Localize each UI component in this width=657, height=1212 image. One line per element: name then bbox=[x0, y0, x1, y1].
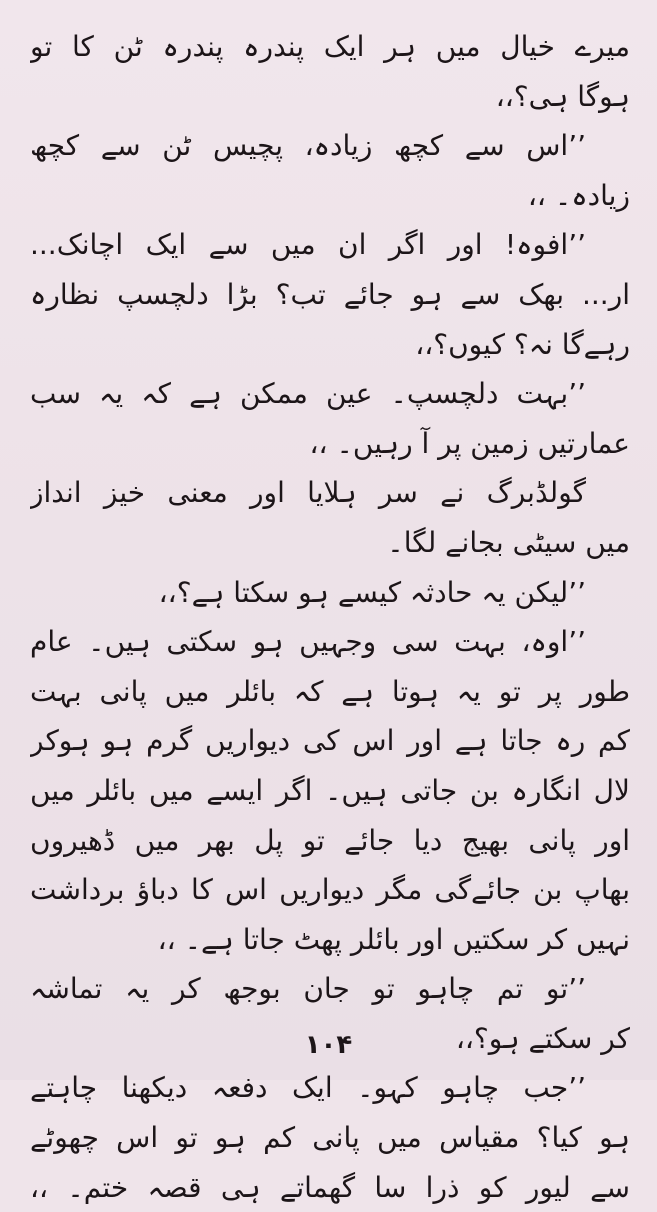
text-line: ’’اس سے کچھ زیادہ، پچیس ٹن سے کچھ bbox=[30, 129, 586, 163]
text-line: میں سیٹی بجانے لگا۔ bbox=[387, 525, 630, 559]
text-line: ’’لیکن یہ حادثہ کیسے ہو سکتا ہے؟،، bbox=[158, 575, 586, 609]
text-line: ’’بہت دلچسپ۔ عین ممکن ہے کہ یہ سب bbox=[30, 377, 586, 411]
text-line: ’’اوہ، بہت سی وجہیں ہو سکتی ہیں۔ عام bbox=[30, 625, 586, 659]
text-line: بھاپ بن جائےگی مگر دیواریں اس کا دباؤ برداشت bbox=[30, 873, 630, 907]
text-line: سے لیور کو ذرا سا گھماتے ہی قصہ ختم۔ ،، bbox=[30, 1170, 630, 1204]
text-line: رہےگا نہ؟ کیوں؟،، bbox=[415, 327, 630, 361]
text-line: طور پر تو یہ ہوتا ہے کہ بائلر میں پانی بہت bbox=[30, 674, 630, 708]
text-line: ہوگا ہی؟،، bbox=[495, 79, 630, 113]
text-line: ’’افوہ! اور اگر ان میں سے ایک اچانک... bbox=[30, 228, 586, 262]
page-number: ۱۰۴ bbox=[304, 1030, 353, 1060]
text-line: ہو کیا؟ مقیاس میں پانی کم ہو تو اس چھوٹے bbox=[30, 1121, 630, 1155]
text-line: ’’جب چاہو کہو۔ ایک دفعہ دیکھنا چاہتے bbox=[30, 1071, 586, 1105]
text-line: ار... بھک سے ہو جائے تب؟ بڑا دلچسپ نظارہ bbox=[30, 277, 630, 311]
text-line: ’’تو تم چاہو تو جان بوجھ کر یہ تماشہ bbox=[30, 972, 586, 1006]
text-line: زیادہ۔ ،، bbox=[527, 178, 630, 212]
text-line: اور پانی بھیج دیا جائے تو پل بھر میں ڈھیروں bbox=[30, 823, 630, 857]
text-line: میرے خیال میں ہر ایک پندرہ پندرہ ٹن کا تو bbox=[30, 30, 630, 63]
text-line: گولڈبرگ نے سر ہلایا اور معنی خیز انداز bbox=[30, 476, 586, 510]
text-line: کر سکتے ہو؟،، bbox=[455, 1021, 630, 1055]
text-line: نہیں کر سکتیں اور بائلر پھٹ جاتا ہے۔ ،، bbox=[157, 922, 630, 956]
text-line: لال انگارہ بن جاتی ہیں۔ اگر ایسے میں بائلر میں bbox=[30, 773, 630, 807]
text-line: کم رہ جاتا ہے اور اس کی دیواریں گرم ہو ہوکر bbox=[30, 724, 630, 758]
text-line: عمارتیں زمین پر آ رہیں۔ ،، bbox=[309, 426, 630, 460]
